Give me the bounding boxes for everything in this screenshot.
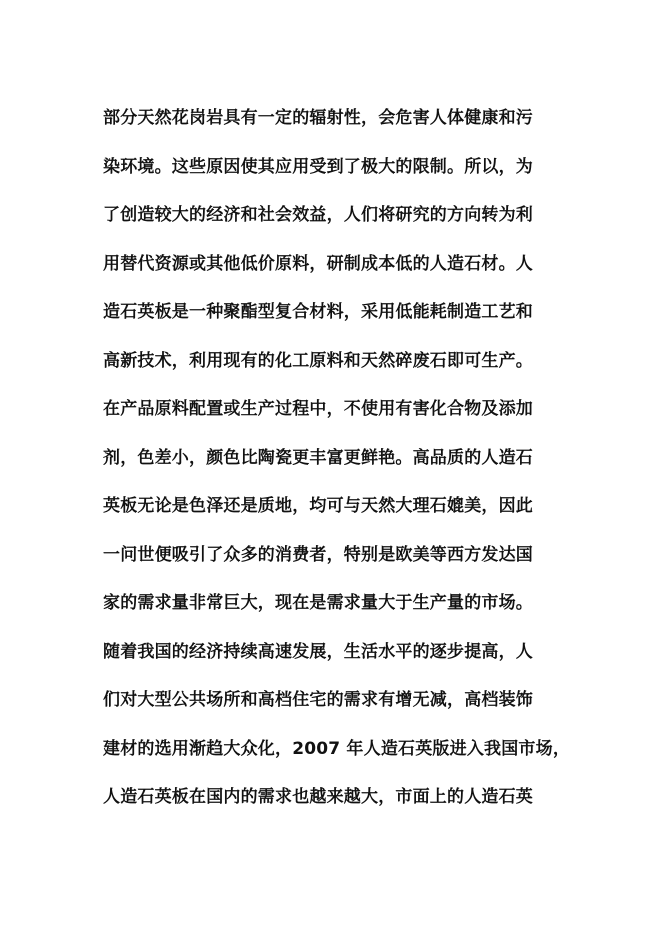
text-line: 部分天然花岗岩具有一定的辐射性，会危害人体健康和污 xyxy=(103,108,533,128)
text-line: 们对大型公共场所和高档住宅的需求有增无减，高档装饰 xyxy=(103,690,533,710)
text-line: 建材的选用渐趋大众化，2007 年人造石英版进入我国市场， xyxy=(103,738,571,759)
text-line: 剂，色差小，颜色比陶瓷更丰富更鲜艳。高品质的人造石 xyxy=(103,447,533,468)
text-line: 高新技术，利用现有的化工原料和天然碎废石即可生产。 xyxy=(103,350,533,371)
text-line: 在产品原料配置或生产过程中，不使用有害化合物及添加 xyxy=(103,399,533,419)
text-line: 造石英板是一种聚酯型复合材料，采用低能耗制造工艺和 xyxy=(103,302,533,322)
text-line: 英板无论是色泽还是质地，均可与天然大理石媲美，因此 xyxy=(103,496,533,516)
text-line: 随着我国的经济持续高速发展，生活水平的逐步提高，人 xyxy=(103,641,533,662)
text-line: 染环境。这些原因使其应用受到了极大的限制。所以，为 xyxy=(103,156,533,177)
text-line: 人造石英板在国内的需求也越来越大，市面上的人造石英 xyxy=(103,787,533,807)
text-line: 了创造较大的经济和社会效益，人们将研究的方向转为利 xyxy=(103,205,533,225)
body-paragraph xyxy=(103,98,571,826)
text-line: 一问世便吸引了众多的消费者，特别是欧美等西方发达国 xyxy=(103,544,533,565)
text-line: 家的需求量非常巨大，现在是需求量大于生产量的市场。 xyxy=(103,593,533,613)
text-line: 用替代资源或其他低价原料，研制成本低的人造石材。人 xyxy=(103,253,533,274)
